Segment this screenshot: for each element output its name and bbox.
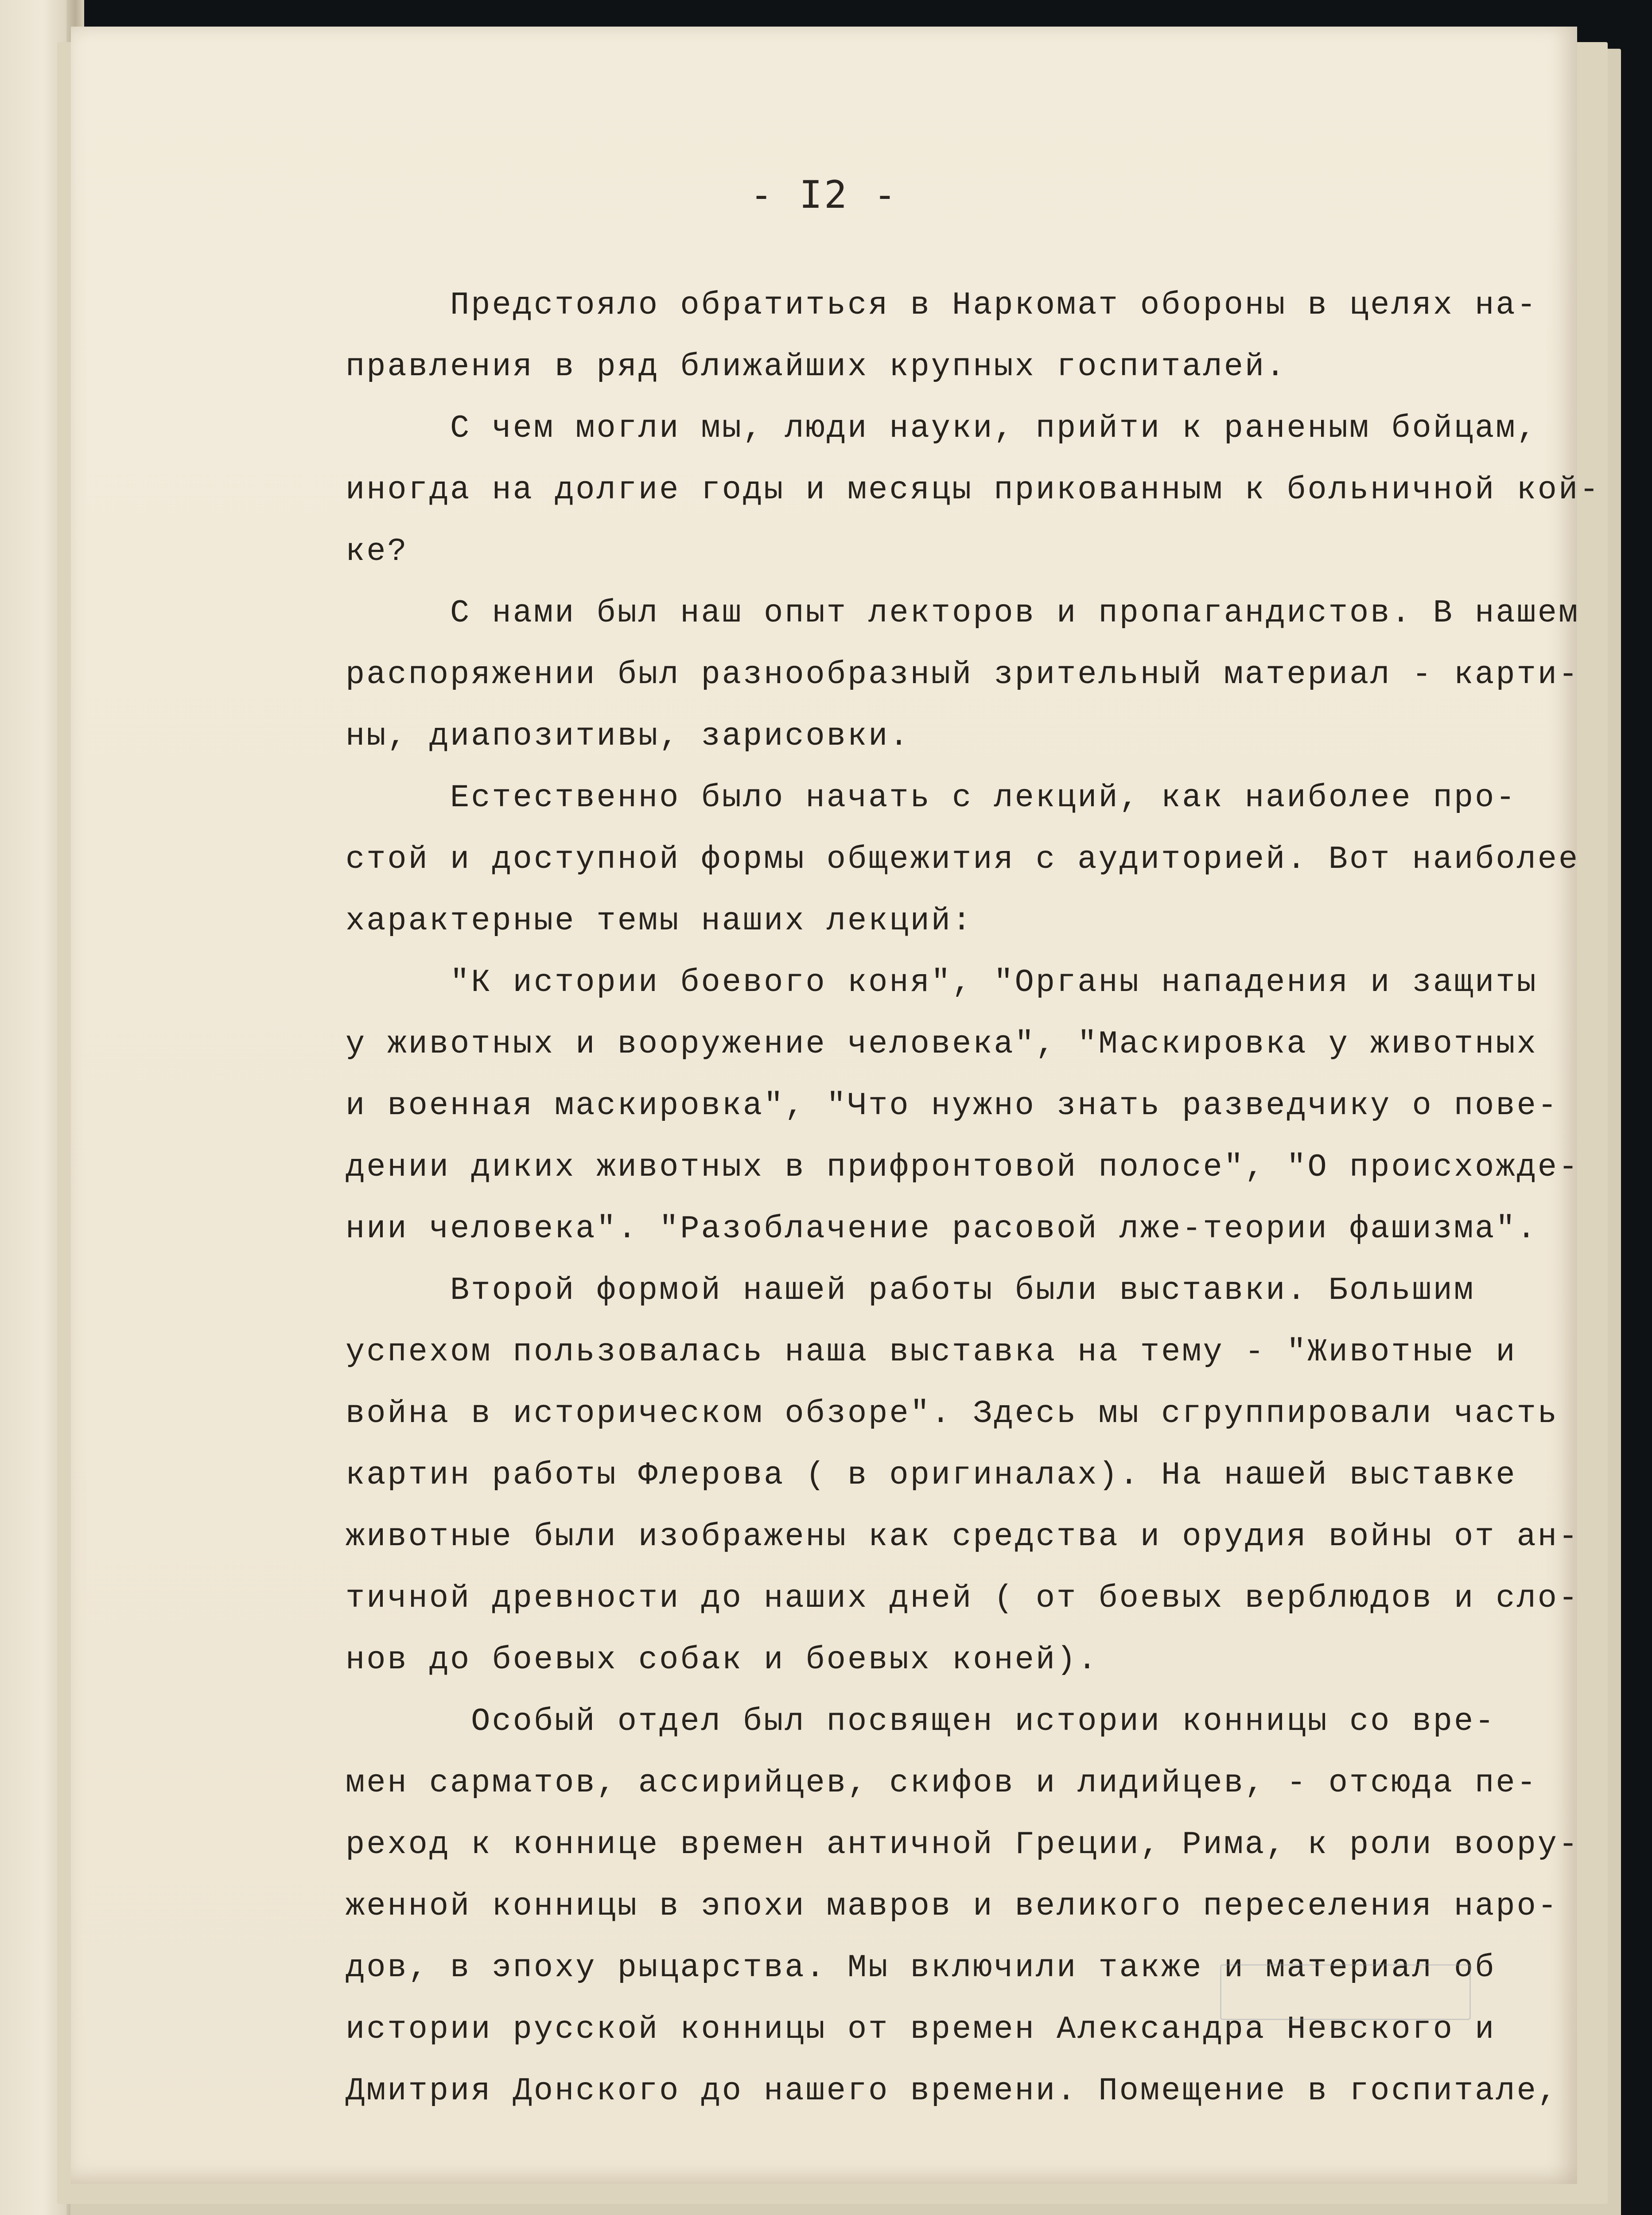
text-line: Предстояло обратиться в Наркомат обороны в целях на- xyxy=(346,287,1538,323)
text-line: дении диких животных в прифронтовой полосе", "О происхожде- xyxy=(346,1149,1580,1185)
text-line: нов до боевых собак и боевых коней). xyxy=(346,1642,1099,1678)
text-line: и военная маскировка", "Что нужно знать разведчику о пове- xyxy=(346,1088,1559,1124)
text-line: характерные темы наших лекций: xyxy=(346,903,973,939)
body-text xyxy=(346,275,1601,2122)
text-line: Особый отдел был посвящен истории конницы со вре- xyxy=(346,1703,1496,1740)
text-line: нии человека". "Разоблачение расовой лже-теории фашизма". xyxy=(346,1211,1538,1247)
text-line: картин работы Флерова ( в оригиналах). На нашей выставке xyxy=(346,1457,1517,1493)
text-line: война в историческом обзоре". Здесь мы сгруппировали часть xyxy=(346,1395,1559,1432)
text-line: С чем могли мы, люди науки, прийти к раненым бойцам, xyxy=(346,410,1538,447)
text-line: стой и доступной формы общежития с аудиторией. Вот наиболее xyxy=(346,841,1580,878)
text-line: у животных и вооружение человека", "Маскировка у животных xyxy=(346,1026,1538,1062)
text-line: "К истории боевого коня", "Органы нападения и защиты xyxy=(346,964,1538,1001)
page-number: - I2 - xyxy=(750,173,898,217)
text-line: реход к коннице времен античной Греции, Рима, к роли воору- xyxy=(346,1826,1580,1863)
text-line: мен сарматов, ассирийцев, скифов и лидийцев, - отсюда пе- xyxy=(346,1765,1538,1801)
text-line: иногда на долгие годы и месяцы прикованным к больничной кой- xyxy=(346,472,1601,508)
text-line: Естественно было начать с лекций, как наиболее про- xyxy=(346,780,1517,816)
faint-stamp xyxy=(1220,1964,1471,2020)
typewritten-page xyxy=(71,27,1601,2184)
text-line: ны, диапозитивы, зарисовки. xyxy=(346,718,910,754)
text-line: Дмитрия Донского до нашего времени. Помещение в госпитале, xyxy=(346,2073,1559,2109)
text-line: животные были изображены как средства и орудия войны от ан- xyxy=(346,1519,1580,1555)
text-line: Второй формой нашей работы были выставки. Большим xyxy=(346,1272,1475,1309)
text-line: правления в ряд ближайших крупных госпиталей. xyxy=(346,349,1287,385)
text-line: тичной древности до наших дней ( от боевых верблюдов и сло- xyxy=(346,1580,1580,1617)
text-line: дов, в эпоху рыцарства. Мы включили также и материал об xyxy=(346,1950,1496,1986)
text-line: распоряжении был разнообразный зрительный материал - карти- xyxy=(346,657,1580,693)
text-line: успехом пользовалась наша выставка на тему - "Животные и xyxy=(346,1334,1517,1370)
text-line: истории русской конницы от времен Александра Невского и xyxy=(346,2011,1496,2048)
text-line: женной конницы в эпохи мавров и великого переселения наро- xyxy=(346,1888,1559,1924)
text-line: ке? xyxy=(346,533,408,570)
text-line: С нами был наш опыт лекторов и пропагандистов. В нашем xyxy=(346,595,1580,631)
